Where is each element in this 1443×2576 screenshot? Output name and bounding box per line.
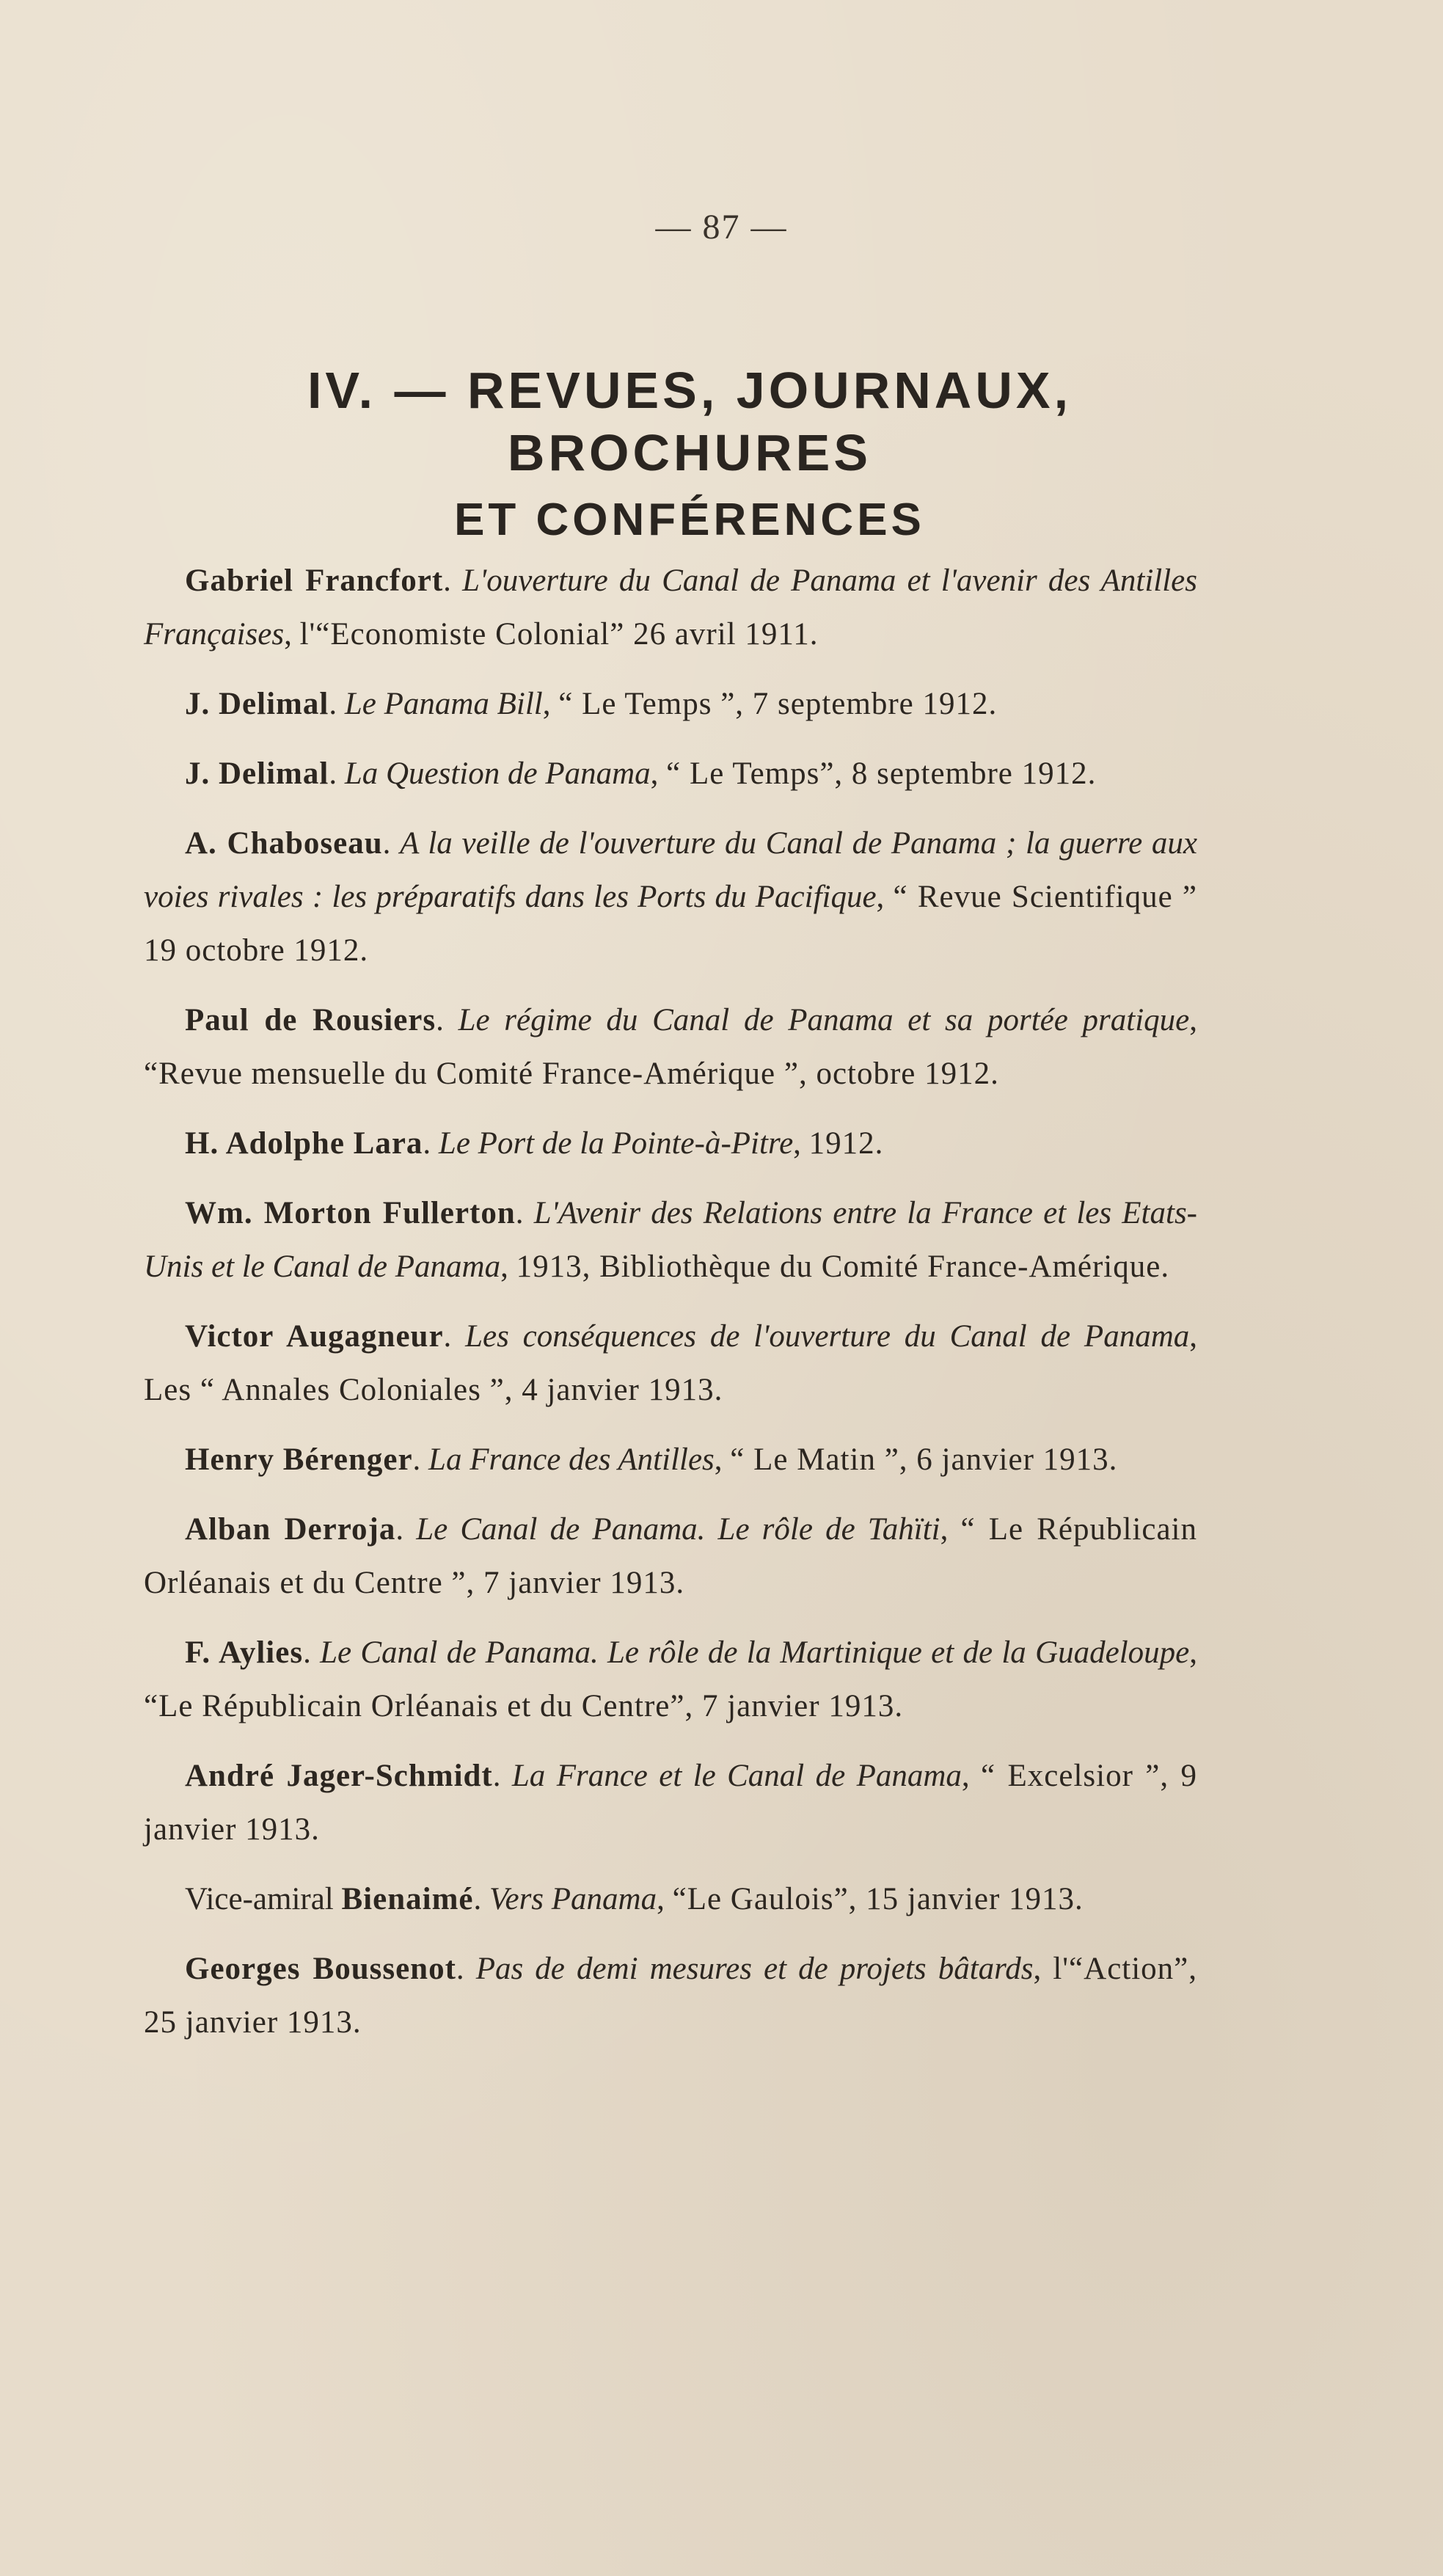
bibliography-entry: Vice-amiral Bienaimé. Vers Panama, “Le Gaulois”, 15 janvier 1913. xyxy=(185,1882,1084,1916)
entry-source: “ Le Matin ”, 6 janvier 1913. xyxy=(730,1442,1118,1477)
entry-author: H. Adolphe Lara xyxy=(185,1126,423,1161)
entry-title: Le Port de la Pointe-à-Pitre xyxy=(438,1126,794,1161)
entry-author: J. Delimal xyxy=(185,756,329,791)
entry-source: l'“Economiste Colonial” 26 avril 1911. xyxy=(299,617,819,652)
bibliography-entry: H. Adolphe Lara. Le Port de la Pointe-à-Pitre, 1912. xyxy=(185,1126,884,1161)
entry-title: La France et le Canal de Panama xyxy=(511,1759,962,1793)
entry-author: Henry Bérenger xyxy=(185,1442,413,1477)
entry-source: Les “ Annales Coloniales ”, 4 janvier 1913. xyxy=(144,1373,723,1407)
entry-source: 1913, Bibliothèque du Comité France-Amérique. xyxy=(516,1249,1170,1284)
bibliography-entry: André Jager-Schmidt. La France et le Canal de Panama, “ Excelsior ”, 9 janvier 1913. xyxy=(144,1759,1197,1847)
entry-title: Le Panama Bill xyxy=(344,687,543,721)
entry-author: Bienaimé xyxy=(341,1882,474,1916)
entry-source: “ Excelsior ”, 9 janvier 1913. xyxy=(144,1759,1197,1847)
bibliography-entry: J. Delimal. Le Panama Bill, “ Le Temps ”, 7 septembre 1912. xyxy=(185,687,998,721)
entry-source: l'“Action”, 25 janvier 1913. xyxy=(144,1952,1198,2040)
entry-source: “ Le Républicain Orléanais et du Centre ”, 7 janvier 1913. xyxy=(144,1512,1198,1600)
entry-source: “ Revue Scientifique ” 19 octobre 1912. xyxy=(144,880,1197,968)
entry-title: L'ouverture du Canal de Panama et l'avenir des Antilles Françaises xyxy=(144,563,1197,652)
entry-source: 1912. xyxy=(808,1126,884,1161)
bibliography-entry: A. Chaboseau. A la veille de l'ouverture du Canal de Panama ; la guerre aux voies rivales : les préparatifs dans les Ports du Pacifique, “ Revue Scientifique ” 19 octobre 1912. xyxy=(144,826,1197,968)
bibliography-entry: Alban Derroja. Le Canal de Panama. Le rôle de Tahïti, “ Le Républicain Orléanais et du Centre ”, 7 janvier 1913. xyxy=(144,1512,1198,1600)
entry-title: Pas de demi mesures et de projets bâtards xyxy=(475,1952,1034,1986)
entry-author: Gabriel Francfort xyxy=(185,563,444,598)
entry-author: Paul de Rousiers xyxy=(185,1003,436,1037)
bibliography-entry: Victor Augagneur. Les conséquences de l'ouverture du Canal de Panama, Les “ Annales Coloniales ”, 4 janvier 1913. xyxy=(144,1319,1197,1407)
entry-author: A. Chaboseau xyxy=(185,826,383,861)
entry-author: André Jager-Schmidt xyxy=(185,1759,493,1793)
entry-author: F. Aylies xyxy=(185,1635,304,1670)
entry-source: “Revue mensuelle du Comité France-Amérique ”, octobre 1912. xyxy=(144,1057,999,1091)
bibliography-entry: J. Delimal. La Question de Panama, “ Le Temps”, 8 septembre 1912. xyxy=(185,756,1097,791)
entry-author-prefix: Vice-amiral xyxy=(185,1882,334,1916)
entry-author: J. Delimal xyxy=(185,687,329,721)
entry-title: Le Canal de Panama. Le rôle de la Martinique et de la Guadeloupe xyxy=(320,1635,1190,1670)
entry-author: Georges Boussenot xyxy=(185,1952,456,1986)
entry-title: La France des Antilles xyxy=(428,1442,715,1477)
bibliography-entry: Georges Boussenot. Pas de demi mesures et de projets bâtards, l'“Action”, 25 janvier 1913. xyxy=(144,1952,1198,2040)
bibliography-entry: Wm. Morton Fullerton. L'Avenir des Relations entre la France et les Etats-Unis et le Canal de Panama, 1913, Bibliothèque du Comité France-Amérique. xyxy=(144,1196,1197,1284)
entry-source: “ Le Temps ”, 7 septembre 1912. xyxy=(558,687,998,721)
bibliography-entry: Gabriel Francfort. L'ouverture du Canal de Panama et l'avenir des Antilles Françaises, l'“Economiste Colonial” 26 avril 1911. xyxy=(144,563,1197,652)
bibliography-entry: Henry Bérenger. La France des Antilles, “ Le Matin ”, 6 janvier 1913. xyxy=(185,1442,1118,1477)
section-heading-line-2: ET CONFÉRENCES xyxy=(454,494,925,545)
section-heading xyxy=(183,360,1196,547)
entry-title: A la veille de l'ouverture du Canal de Panama ; la guerre aux voies rivales : les préparatifs dans les Ports du Pacifique xyxy=(144,826,1197,914)
entry-source: “Le Gaulois”, 15 janvier 1913. xyxy=(672,1882,1084,1916)
entry-author: Alban Derroja xyxy=(185,1512,396,1547)
entry-author: Victor Augagneur xyxy=(185,1319,444,1354)
section-heading-line-1: IV. — REVUES, JOURNAUX, BROCHURES xyxy=(307,362,1073,482)
entry-source: “Le Républicain Orléanais et du Centre”, 7 janvier 1913. xyxy=(144,1689,904,1723)
entry-title: Le régime du Canal de Panama et sa portée pratique xyxy=(458,1003,1190,1037)
entry-title: L'Avenir des Relations entre la France et les Etats-Unis et le Canal de Panama xyxy=(144,1196,1197,1284)
entry-title: Les conséquences de l'ouverture du Canal de Panama xyxy=(465,1319,1190,1354)
entry-title: Le Canal de Panama. Le rôle de Tahïti xyxy=(416,1512,940,1547)
entry-author: Wm. Morton Fullerton xyxy=(185,1196,516,1230)
entry-source: “ Le Temps”, 8 septembre 1912. xyxy=(666,756,1097,791)
entry-title: La Question de Panama xyxy=(344,756,651,791)
entry-title: Vers Panama xyxy=(489,1882,657,1916)
bibliography-entry: F. Aylies. Le Canal de Panama. Le rôle de la Martinique et de la Guadeloupe, “Le Républicain Orléanais et du Centre”, 7 janvier 1913. xyxy=(144,1635,1198,1723)
page-number: — 87 — xyxy=(655,208,788,247)
bibliography-list xyxy=(144,554,1197,2065)
bibliography-entry: Paul de Rousiers. Le régime du Canal de Panama et sa portée pratique, “Revue mensuelle du Comité France-Amérique ”, octobre 1912. xyxy=(144,1003,1197,1091)
